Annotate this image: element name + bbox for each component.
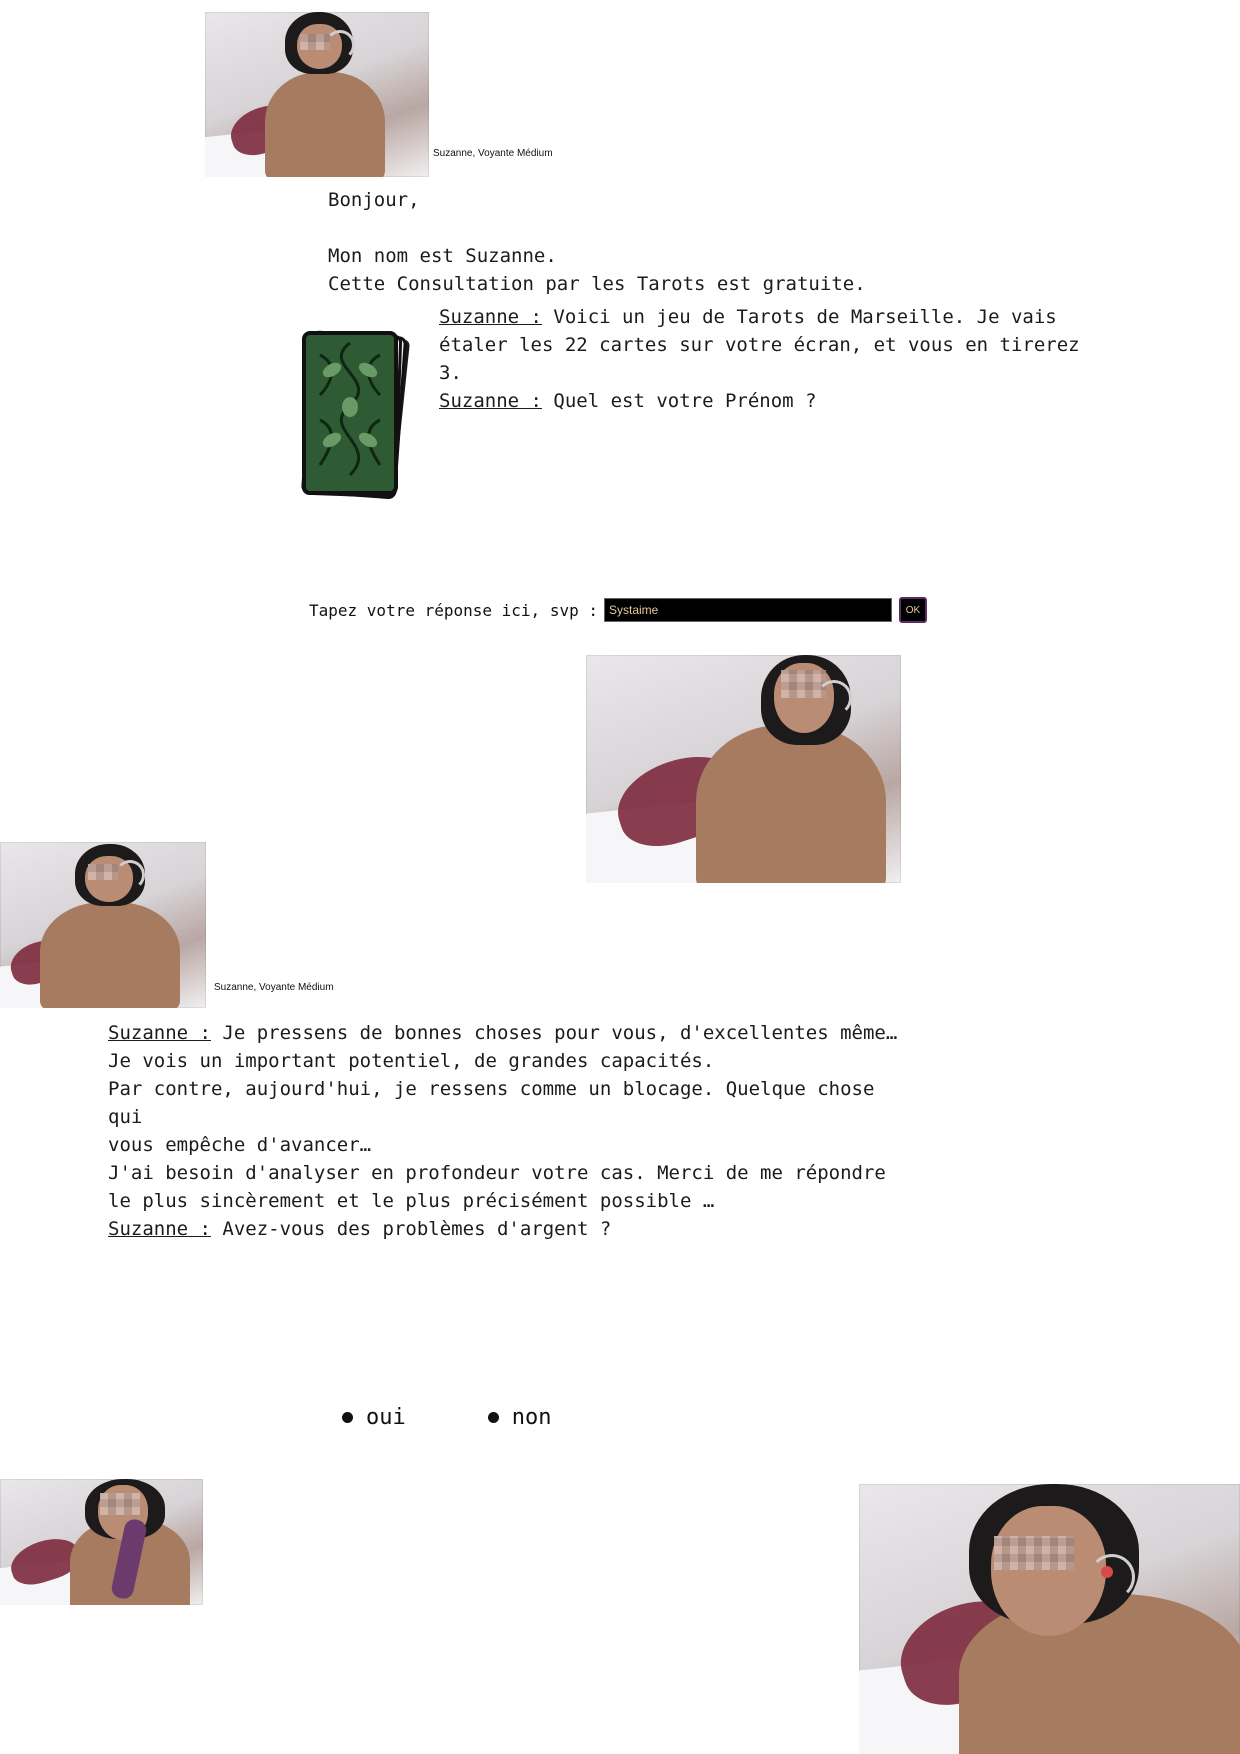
speaker-label: Suzanne : — [439, 306, 542, 328]
greeting-line-2: Mon nom est Suzanne. — [328, 245, 557, 267]
tarot-intro-block — [439, 303, 1099, 415]
webcam-caption-top: Suzanne, Voyante Médium — [433, 148, 553, 159]
webcam-image-bottom-right — [859, 1484, 1240, 1754]
speaker-label: Suzanne : — [108, 1218, 211, 1240]
ok-button[interactable]: OK — [899, 597, 927, 623]
speaker-label: Suzanne : — [108, 1022, 211, 1044]
spacer — [328, 214, 866, 242]
reading-line-2: Je vois un important potentiel, de grandes capacités. — [108, 1050, 715, 1072]
tarot-intro-line-1 — [439, 303, 1099, 331]
tarot-intro-text-2: Quel est votre Prénom ? — [553, 390, 817, 412]
answer-input[interactable] — [604, 598, 892, 622]
greeting-line-1: Bonjour, — [328, 189, 420, 211]
speaker-label: Suzanne : — [439, 390, 542, 412]
webcam-image-top — [205, 12, 429, 177]
reading-question-line — [108, 1215, 908, 1243]
reading-question: Avez-vous des problèmes d'argent ? — [222, 1218, 612, 1240]
tarot-intro-text-1b: étaler les 22 cartes sur votre écran, et vous en tirerez 3. — [439, 334, 1080, 384]
tarot-deck-icon — [300, 325, 430, 505]
tarot-intro-line-2 — [439, 387, 1099, 415]
answer-label: Tapez votre réponse ici, svp : — [309, 600, 598, 620]
reading-line-3: Par contre, aujourd'hui, je ressens comme un blocage. Quelque chose qui — [108, 1078, 875, 1128]
radio-dot-icon[interactable] — [488, 1412, 499, 1423]
reading-block — [108, 1019, 908, 1243]
webcam-image-bottom-left — [0, 1479, 203, 1605]
reading-line-6: le plus sincèrement et le plus précisément possible … — [108, 1190, 715, 1212]
choice-non[interactable] — [488, 1405, 552, 1430]
tarot-intro-text-1: Voici un jeu de Tarots de Marseille. Je vais — [553, 306, 1057, 328]
reading-text-1: Je pressens de bonnes choses pour vous, d'excellentes même… — [222, 1022, 898, 1044]
radio-dot-icon[interactable] — [342, 1412, 353, 1423]
greeting-line-3: Cette Consultation par les Tarots est gratuite. — [328, 273, 866, 295]
choice-label: oui — [366, 1405, 406, 1430]
reading-line-4: vous empêche d'avancer… — [108, 1134, 372, 1156]
answer-choices — [342, 1405, 552, 1430]
webcam-image-left — [0, 842, 206, 1008]
reading-line-5: J'ai besoin d'analyser en profondeur votre cas. Merci de me répondre — [108, 1162, 886, 1184]
choice-label: non — [511, 1405, 552, 1430]
answer-row — [309, 596, 927, 624]
webcam-image-middle — [586, 655, 901, 883]
webcam-caption-left: Suzanne, Voyante Médium — [214, 982, 334, 993]
choice-oui[interactable] — [342, 1405, 406, 1430]
greeting-block — [328, 186, 866, 298]
reading-line-1 — [108, 1019, 908, 1047]
